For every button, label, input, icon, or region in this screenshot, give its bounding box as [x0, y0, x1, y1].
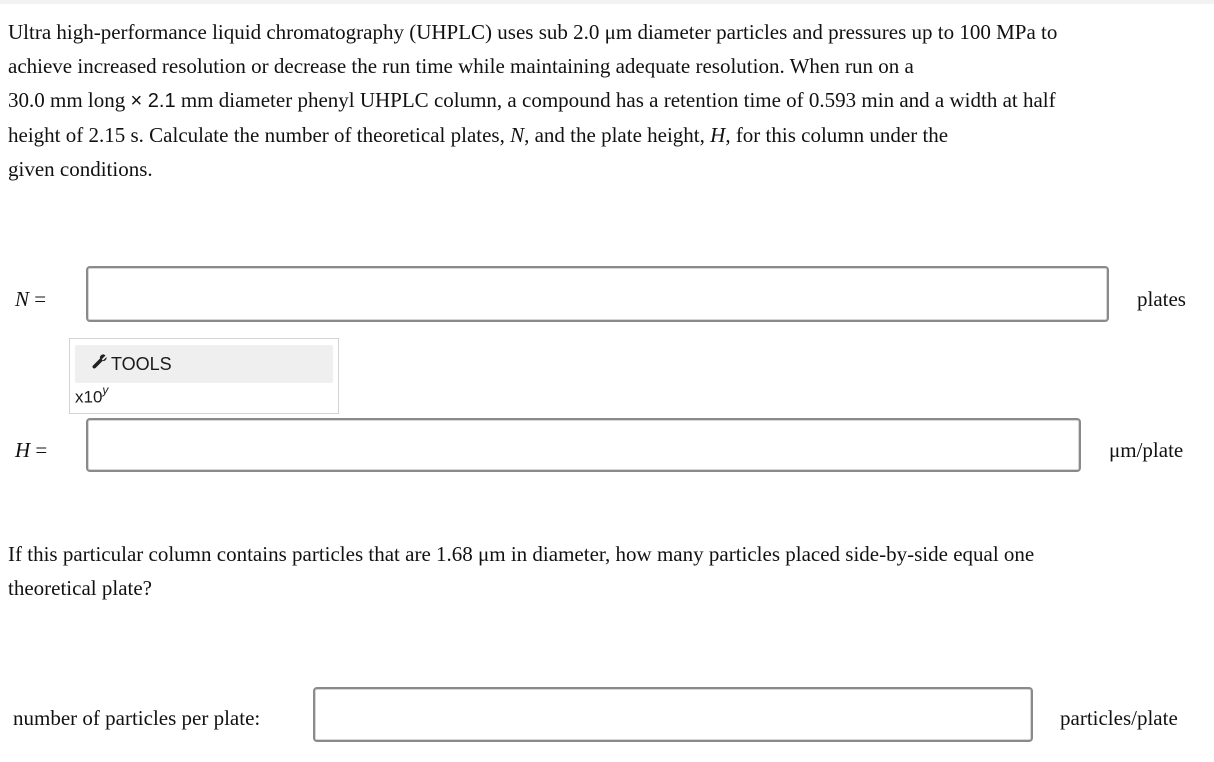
var-h: H: [710, 123, 726, 147]
sub-question-line-1: If this particular column contains particles that are 1.68 μm in diameter, how many particles placed side-by-side equal one: [8, 542, 1035, 566]
sub-question-line-2: theoretical plate?: [8, 576, 152, 600]
question-line-4a: height of 2.15 s. Calculate the number of theoretical plates,: [8, 123, 511, 147]
question-line-5: given conditions.: [8, 157, 153, 181]
tools-label: TOOLS: [111, 353, 172, 374]
wrench-icon: [91, 354, 111, 375]
n-label-eq: =: [29, 287, 47, 311]
times-symbol: ×: [130, 90, 143, 112]
question-text: [8, 15, 1208, 186]
question-line-4b: , and the plate height,: [524, 123, 711, 147]
sub-question-text: [8, 537, 1208, 605]
question-line-3a: 30.0 mm long: [8, 88, 131, 112]
particles-input[interactable]: [313, 687, 1033, 742]
n-unit: plates: [1137, 287, 1186, 311]
h-label-var: H: [15, 438, 31, 462]
n-label: [15, 287, 46, 311]
particles-unit: particles/plate: [1060, 706, 1178, 730]
sci-base: x10: [75, 387, 103, 407]
sci-exponent: y: [102, 383, 109, 397]
var-n: N: [510, 123, 525, 147]
top-divider: [0, 0, 1214, 4]
question-line-3c: mm diameter phenyl UHPLC column, a compound has a retention time of 0.593 min and a width at half: [175, 88, 1056, 112]
question-line-2: achieve increased resolution or decrease the run time while maintaining adequate resolution. When run on a: [8, 54, 914, 78]
tools-panel: [69, 338, 339, 414]
h-label-eq: =: [30, 438, 48, 462]
n-label-var: N: [15, 287, 30, 311]
h-label: [15, 438, 47, 462]
tools-button[interactable]: [75, 345, 333, 383]
n-input[interactable]: [86, 266, 1109, 322]
scientific-notation-button[interactable]: [75, 385, 108, 408]
question-line-1: Ultra high-performance liquid chromatography (UHPLC) uses sub 2.0 μm diameter particles and pressures up to 100 MPa to: [8, 20, 1058, 44]
question-line-3b: 2.1: [142, 90, 176, 112]
h-input[interactable]: [86, 418, 1081, 472]
question-line-4c: , for this column under the: [725, 123, 949, 147]
h-unit: μm/plate: [1109, 438, 1184, 462]
particles-label: number of particles per plate:: [13, 706, 261, 730]
